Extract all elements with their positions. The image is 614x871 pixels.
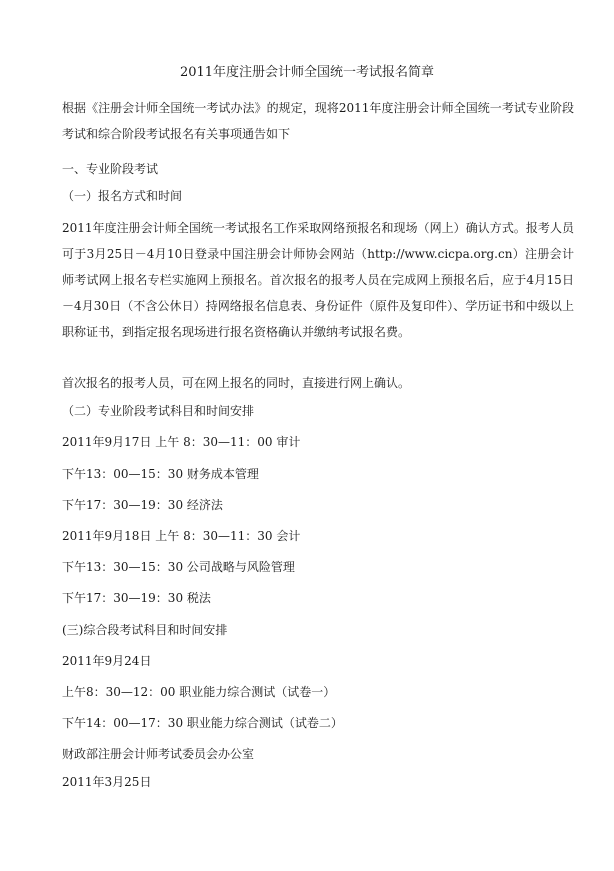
- schedule-line: 下午14：00—17：30 职业能力综合测试（试卷二）: [62, 716, 343, 730]
- schedule-line: 下午17：30—19：30 税法: [62, 591, 211, 605]
- section-1-heading: 一、专业阶段考试: [62, 162, 159, 176]
- subsection-1-heading: （一）报名方式和时间: [62, 189, 183, 203]
- registration-paragraph: 2011年度注册会计师全国统一考试报名工作采取网络预报名和现场（网上）确认方式。报考人员可于3月25日－4月10日登录中国注册会计师协会网站（http://www.cicpa.org.cn）注册会计师考试网上报名专栏实施网上预报名。首次报名的报考人员在完成网上预报名后，应于4月15日－4月30日（不含公休日）持网络报名信息表、身份证件（原件及复印件）、学历证书和中级以上职称证书，到指定报名现场进行报名资格确认并缴纳考试报名费。: [62, 221, 574, 339]
- subsection-2-heading: （二）专业阶段考试科目和时间安排: [62, 404, 255, 418]
- issue-date: 2011年3月25日: [62, 775, 152, 789]
- schedule-line: 下午17：30—19：30 经济法: [62, 498, 223, 512]
- schedule-line: 上午8：30—12：00 职业能力综合测试（试卷一）: [62, 685, 336, 699]
- issuer: 财政部注册会计师考试委员会办公室: [62, 747, 255, 761]
- schedule-line: 2011年9月18日 上午 8：30—11：30 会计: [62, 529, 301, 543]
- intro-paragraph: 根据《注册会计师全国统一考试办法》的规定，现将2011年度注册会计师全国统一考试专业阶段考试和综合阶段考试报名有关事项通告如下: [62, 101, 574, 141]
- document-title: 2011年度注册会计师全国统一考试报名简章: [179, 65, 435, 80]
- schedule-line: 下午13：00—15：30 财务成本管理: [62, 467, 259, 481]
- schedule-line: 2011年9月24日: [62, 654, 152, 668]
- schedule-line: 下午13：30—15：30 公司战略与风险管理: [62, 560, 295, 574]
- online-confirm-paragraph: 首次报名的报考人员，可在网上报名的同时，直接进行网上确认。: [62, 376, 411, 390]
- schedule-line: 2011年9月17日 上午 8：30—11：00 审计: [62, 435, 301, 449]
- subsection-3-heading: (三)综合段考试科目和时间安排: [62, 623, 228, 637]
